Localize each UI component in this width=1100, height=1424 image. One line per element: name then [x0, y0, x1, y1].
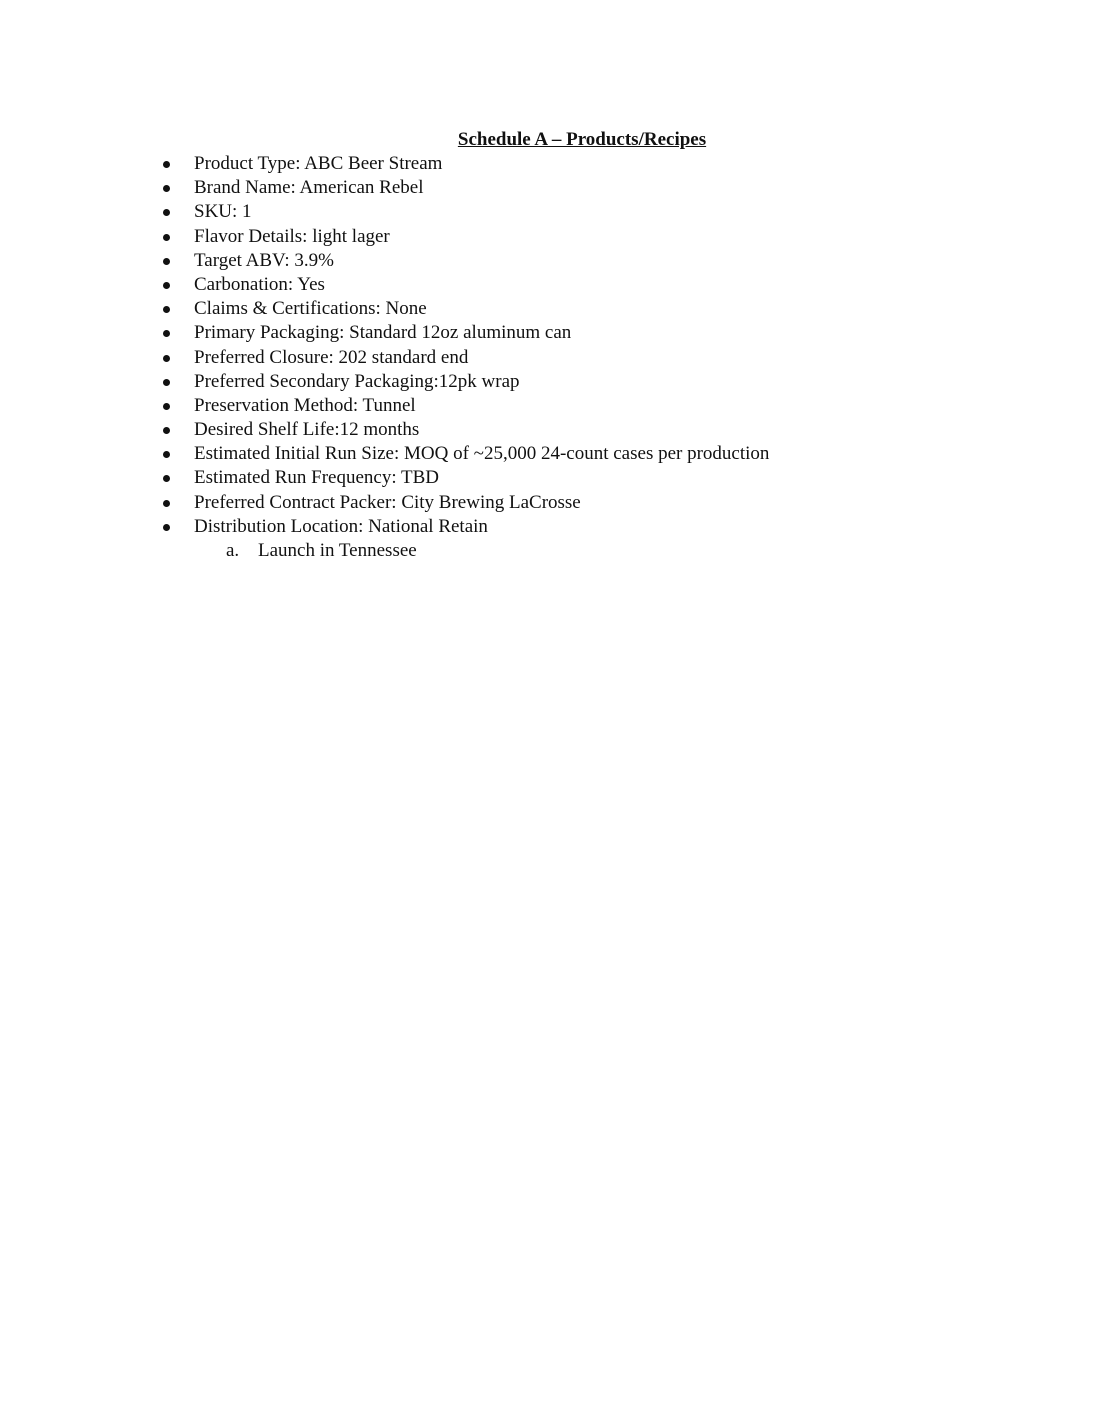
bullet-icon [163, 403, 170, 410]
sub-list-marker: a. [226, 540, 240, 561]
bullet-icon [163, 185, 170, 192]
list-item-text: Brand Name: American Rebel [194, 177, 424, 199]
list-item [160, 321, 769, 345]
list-item-text: Product Type: ABC Beer Stream [194, 153, 443, 174]
bullet-icon [163, 330, 170, 337]
bullet-icon [163, 524, 170, 531]
list-item [160, 442, 769, 466]
list-item-text: Target ABV: 3.9% [194, 249, 334, 271]
bullet-icon [163, 234, 170, 241]
list-item-text: Preferred Secondary Packaging:12pk wrap [194, 370, 520, 392]
list-item [160, 152, 769, 176]
list-item [160, 297, 769, 321]
list-item-text: Claims & Certifications: None [194, 298, 427, 320]
list-item [160, 370, 769, 394]
list-item-text: Estimated Run Frequency: TBD [194, 467, 440, 489]
sub-list-item [226, 539, 417, 563]
bullet-icon [163, 306, 170, 313]
bullet-list [160, 152, 769, 539]
list-item [160, 225, 769, 249]
bullet-icon [163, 451, 170, 458]
list-item [160, 176, 769, 200]
list-item-text: Preservation Method: Tunnel [194, 394, 416, 416]
bullet-icon [163, 161, 170, 168]
bullet-icon [163, 427, 170, 434]
bullet-icon [163, 475, 170, 482]
list-item [160, 273, 769, 297]
list-item-text: Flavor Details: light lager [194, 225, 390, 247]
list-item [160, 200, 769, 224]
list-item-text: Estimated Initial Run Size: MOQ of ~25,000 24-count cases per production [194, 443, 770, 465]
bullet-icon [163, 500, 170, 507]
list-item-text: Desired Shelf Life:12 months [194, 419, 420, 441]
list-item [160, 418, 769, 442]
list-item [160, 466, 769, 490]
list-item-text: Distribution Location: National Retain [194, 515, 488, 537]
bullet-icon [163, 282, 170, 289]
bullet-icon [163, 379, 170, 386]
list-item [160, 491, 769, 515]
list-item-text: SKU: 1 [194, 201, 252, 223]
list-item-text: Preferred Contract Packer: City Brewing LaCrosse [194, 491, 581, 513]
bullet-icon [163, 258, 170, 265]
list-item-text: Carbonation: Yes [194, 273, 325, 295]
list-item [160, 346, 769, 370]
bullet-icon [163, 209, 170, 216]
bullet-icon [163, 355, 170, 362]
document-title: Schedule A – Products/Recipes [457, 129, 707, 150]
list-item-text: Preferred Closure: 202 standard end [194, 346, 469, 368]
sub-list-item-text: Launch in Tennessee [258, 540, 417, 561]
list-item [160, 249, 769, 273]
list-item-text: Primary Packaging: Standard 12oz aluminum can [194, 322, 572, 344]
list-item [160, 394, 769, 418]
list-item [160, 515, 769, 539]
